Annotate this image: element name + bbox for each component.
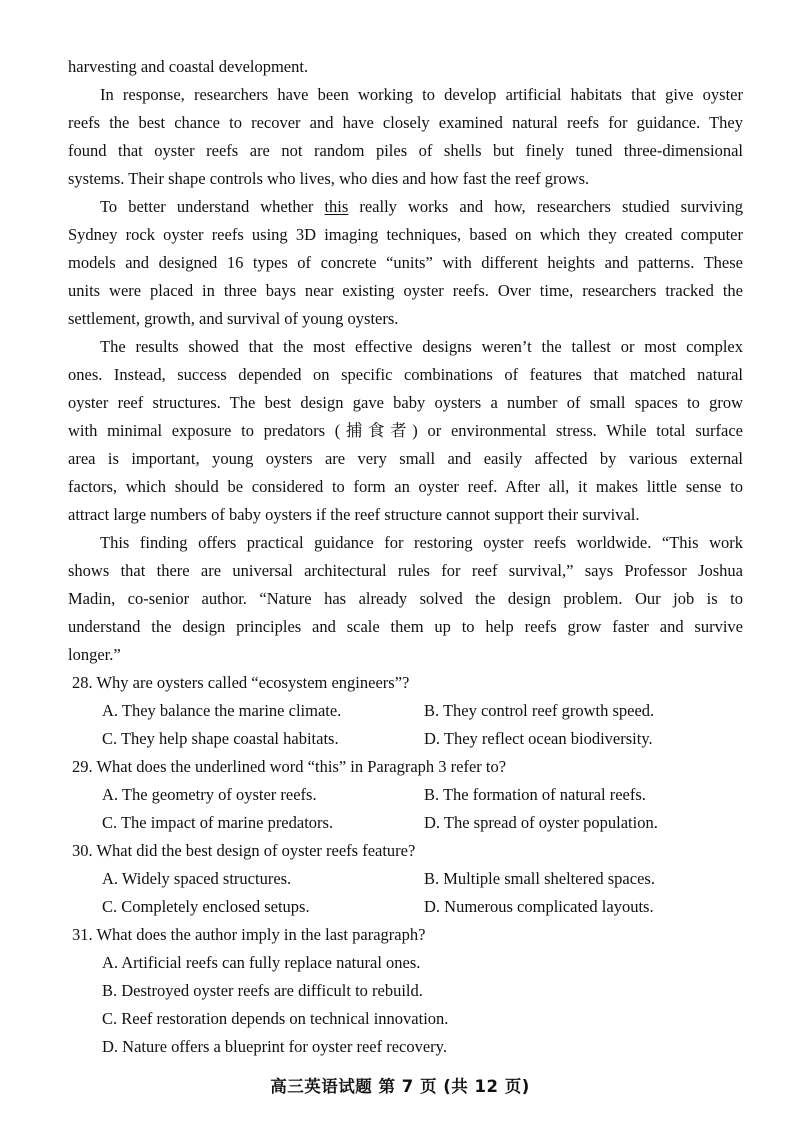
question-stem: 28. Why are oysters called “ecosystem engineers”? xyxy=(72,673,410,692)
question-stem: 29. What does the underlined word “this” in Paragraph 3 refer to? xyxy=(72,757,507,776)
option-b[interactable]: B. Destroyed oyster reefs are difficult to rebuild. xyxy=(102,981,423,1000)
option-d[interactable]: D. They reflect ocean biodiversity. xyxy=(424,729,653,748)
passage-line xyxy=(100,197,743,217)
passage-line: Sydney rock oyster reefs using 3D imaging techniques, based on which they created computer xyxy=(68,225,743,244)
passage-line: This finding offers practical guidance for restoring oyster reefs worldwide. “This work xyxy=(100,533,743,552)
passage-line: units were placed in three bays near existing oyster reefs. Over time, researchers tracked the xyxy=(68,281,743,300)
option-c[interactable]: C. Reef restoration depends on technical innovation. xyxy=(102,1009,449,1028)
passage-text: To better understand whether xyxy=(100,197,325,216)
question-stem: 31. What does the author imply in the last paragraph? xyxy=(72,925,426,944)
option-b[interactable]: B. The formation of natural reefs. xyxy=(424,785,646,804)
passage-line: models and designed 16 types of concrete “units” with different heights and patterns. These xyxy=(68,253,743,272)
passage-line: ones. Instead, success depended on specific combinations of features that matched natural xyxy=(68,365,743,384)
option-c[interactable]: C. Completely enclosed setups. xyxy=(102,897,310,916)
passage-line: understand the design principles and scale them up to help reefs grow faster and survive xyxy=(68,617,743,636)
option-a[interactable]: A. The geometry of oyster reefs. xyxy=(102,785,317,804)
underlined-word: this xyxy=(324,197,349,216)
option-c[interactable]: C. The impact of marine predators. xyxy=(102,813,334,832)
option-b[interactable]: B. Multiple small sheltered spaces. xyxy=(424,869,655,888)
option-a[interactable]: A. Widely spaced structures. xyxy=(102,869,292,888)
option-d[interactable]: D. The spread of oyster population. xyxy=(424,813,658,832)
question-stem: 30. What did the best design of oyster reefs feature? xyxy=(72,841,416,860)
passage-line: reefs the best chance to recover and have closely examined natural reefs for guidance. They xyxy=(68,113,743,132)
passage-line: longer.” xyxy=(68,645,121,664)
passage-line: systems. Their shape controls who lives, who dies and how fast the reef grows. xyxy=(68,169,590,188)
passage-line: shows that there are universal architectural rules for reef survival,” says Professor Joshua xyxy=(68,561,743,580)
passage-line: with minimal exposure to predators (捕食者) or environmental stress. While total surface xyxy=(68,421,743,440)
passage-line: Madin, co-senior author. “Nature has already solved the design problem. Our job is to xyxy=(68,589,743,608)
option-c[interactable]: C. They help shape coastal habitats. xyxy=(102,729,339,748)
passage-line: settlement, growth, and survival of young oysters. xyxy=(68,309,399,328)
passage-line: attract large numbers of baby oysters if the reef structure cannot support their survival. xyxy=(68,505,640,524)
passage-line: In response, researchers have been working to develop artificial habitats that give oyster xyxy=(100,85,743,104)
option-a[interactable]: A. Artificial reefs can fully replace natural ones. xyxy=(102,953,421,972)
page-footer: 高三英语试题 第 7 页 (共 12 页) xyxy=(270,1077,530,1096)
option-a[interactable]: A. They balance the marine climate. xyxy=(102,701,342,720)
passage-line: oyster reef structures. The best design gave baby oysters a number of small spaces to grow xyxy=(68,393,743,412)
passage-line: The results showed that the most effective designs weren’t the tallest or most complex xyxy=(100,337,743,356)
option-d[interactable]: D. Numerous complicated layouts. xyxy=(424,897,654,916)
passage-line: area is important, young oysters are very small and easily affected by various external xyxy=(68,449,743,468)
option-d[interactable]: D. Nature offers a blueprint for oyster reef recovery. xyxy=(102,1037,447,1056)
passage-text: really works and how, researchers studied surviving xyxy=(348,197,743,216)
option-b[interactable]: B. They control reef growth speed. xyxy=(424,701,655,720)
passage-line: harvesting and coastal development. xyxy=(68,57,309,76)
passage-line: factors, which should be considered to form an oyster reef. After all, it makes little sense to xyxy=(68,477,743,496)
passage-line: found that oyster reefs are not random piles of shells but finely tuned three-dimensional xyxy=(68,141,743,160)
